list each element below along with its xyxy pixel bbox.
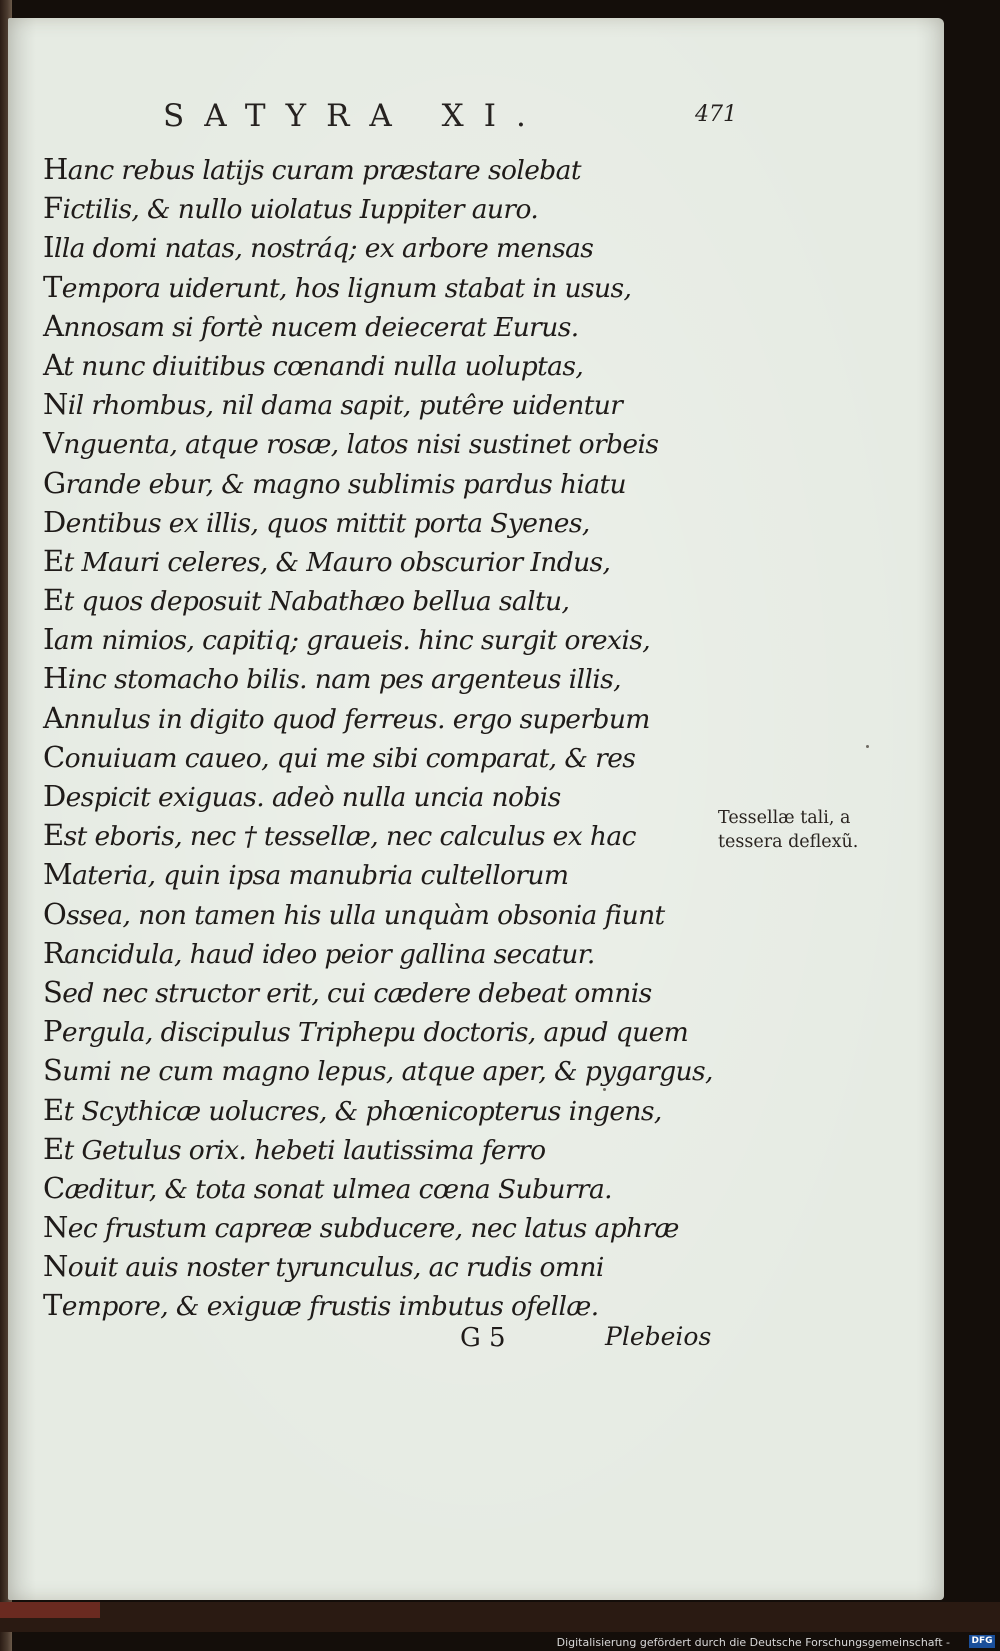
catchword: Plebeios: [605, 1322, 712, 1351]
verse-text-block: [43, 150, 713, 1326]
verse-line: Et quos deposuit Nabathæo bellua saltu,: [43, 583, 570, 618]
verse-line: Dentibus ex illis, quos mittit porta Syenes,: [43, 504, 590, 539]
verse-line: Et Mauri celeres, & Mauro obscurior Indus,: [43, 543, 611, 578]
verse-line: Et Scythicæ uolucres, & phœnicopterus ingens,: [43, 1092, 662, 1127]
verse-line: Tempore, & exiguæ frustis imbutus ofellæ.: [43, 1288, 599, 1323]
verse-line: Sumi ne cum magno lepus, atque aper, & pygargus,: [43, 1053, 713, 1088]
verse-line: At nunc diuitibus cœnandi nulla uoluptas,: [43, 347, 584, 382]
verse-line: Materia, quin ipsa manubria cultellorum: [43, 857, 569, 892]
verse-line: Annulus in digito quod ferreus. ergo superbum: [43, 700, 650, 735]
verse-line: Vnguenta, atque rosæ, latos nisi sustinet orbeis: [43, 426, 659, 461]
verse-line: Nil rhombus, nil dama sapit, putêre uidentur: [43, 387, 623, 422]
verse-line: Sed nec structor erit, cui cædere debeat omnis: [43, 974, 652, 1009]
verse-line: Illa domi natas, nostráq; ex arbore mensas: [43, 230, 594, 265]
page-number: 471: [695, 102, 737, 127]
scan-bottom-edge: [0, 1602, 1000, 1632]
dfg-logo: DFG: [969, 1635, 995, 1648]
verse-line: Nouit auis noster tyrunculus, ac rudis omni: [43, 1249, 604, 1284]
marginal-note-line: tessera deflexũ.: [718, 832, 859, 852]
binding-edge-strip: [0, 1602, 100, 1618]
verse-line: Cæditur, & tota sonat ulmea cœna Suburra.: [43, 1170, 612, 1205]
verse-line: Tempora uiderunt, hos lignum stabat in usus,: [43, 269, 632, 304]
verse-line: Hinc stomacho bilis. nam pes argenteus illis,: [43, 661, 621, 696]
verse-line: Hanc rebus latijs curam præstare solebat: [43, 152, 581, 186]
verse-line: Annosam si fortè nucem deiecerat Eurus.: [43, 308, 579, 343]
verse-line: Nec frustum capreæ subducere, nec latus aphræ: [43, 1210, 679, 1245]
marginal-note: [718, 806, 898, 854]
running-head: SATYRA XI.: [163, 98, 546, 134]
verse-line: Et Getulus orix. hebeti lautissima ferro: [43, 1131, 546, 1166]
verse-line: Est eboris, nec † tessellæ, nec calculus ex hac: [43, 818, 636, 853]
signature-mark: G 5: [460, 1323, 506, 1353]
verse-line: Ossea, non tamen his ulla unquàm obsonia fiunt: [43, 896, 665, 931]
verse-line: Pergula, discipulus Triphери doctoris, apud quem: [43, 1014, 689, 1049]
verse-line: Iam nimios, capitiq; graueis. hinc surgit orexis,: [43, 622, 651, 657]
paper-speck: [866, 745, 869, 748]
digitization-credit: Digitalisierung gefördert durch die Deutsche Forschungsgemeinschaft -: [556, 1636, 950, 1649]
verse-line: Rancidula, haud ideo peior gallina secatur.: [43, 935, 595, 970]
verse-line: Grande ebur, & magno sublimis pardus hiatu: [43, 465, 626, 500]
verse-line: Conuiuam caueo, qui me sibi comparat, & res: [43, 739, 636, 774]
marginal-note-line: Tessellæ tali, a: [718, 808, 851, 828]
verse-line: Fictilis, & nullo uiolatus Iuppiter auro.: [43, 191, 539, 226]
verse-line: Despicit exiguas. adeò nulla uncia nobis: [43, 779, 561, 813]
